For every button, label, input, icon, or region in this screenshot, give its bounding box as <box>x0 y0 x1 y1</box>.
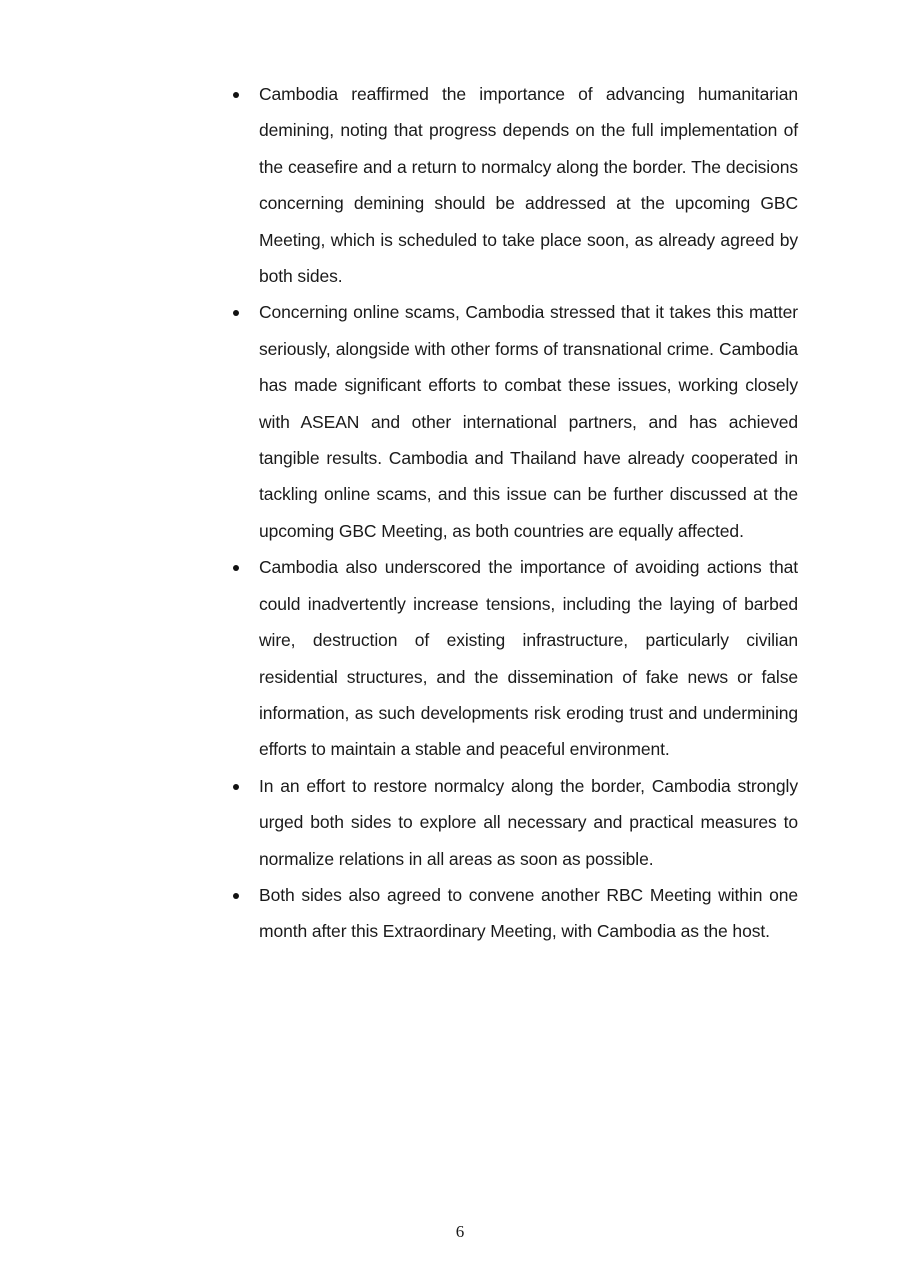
list-item <box>228 76 798 294</box>
bullet-text: Both sides also agreed to convene another RBC Meeting within one month after this Extraordinary Meeting, with Cambodia as the host. <box>259 884 798 942</box>
list-item <box>228 549 798 767</box>
bullet-list <box>228 76 798 950</box>
list-item <box>228 768 798 877</box>
bullet-text: Cambodia reaffirmed the importance of advancing humanitarian demining, noting that progress depends on the full implementation of the ceasefire and a return to normalcy along the border. The decisions concerning demining should be addressed at the upcoming GBC Meeting, which is scheduled to take place soon, as already agreed by both sides. <box>259 84 798 287</box>
bullet-text: Cambodia also underscored the importance of avoiding actions that could inadvertently increase tensions, including the laying of barbed wire, destruction of existing infrastructure, particularly civilian residential structures, and the dissemination of fake news or false information, as such developments risk eroding trust and undermining efforts to maintain a stable and peaceful environment. <box>259 557 798 760</box>
bullet-text: In an effort to restore normalcy along the border, Cambodia strongly urged both sides to explore all necessary and practical measures to normalize relations in all areas as soon as possible. <box>259 775 798 869</box>
list-item <box>228 877 798 950</box>
bullet-icon <box>233 92 239 98</box>
bullet-icon <box>233 565 239 571</box>
bullet-icon <box>233 893 239 899</box>
bullet-icon <box>233 310 239 316</box>
bullet-text: Concerning online scams, Cambodia stressed that it takes this matter seriously, alongside with other forms of transnational crime. Cambodia has made significant efforts to combat these issues, working closely with ASEAN and other international partners, and has achieved tangible results. Cambodia and Thailand have already cooperated in tackling online scams, and this issue can be further discussed at the upcoming GBC Meeting, as both countries are equally affected. <box>259 302 798 541</box>
list-item <box>228 294 798 549</box>
bullet-icon <box>233 784 239 790</box>
page-number: 6 <box>455 1222 465 1241</box>
